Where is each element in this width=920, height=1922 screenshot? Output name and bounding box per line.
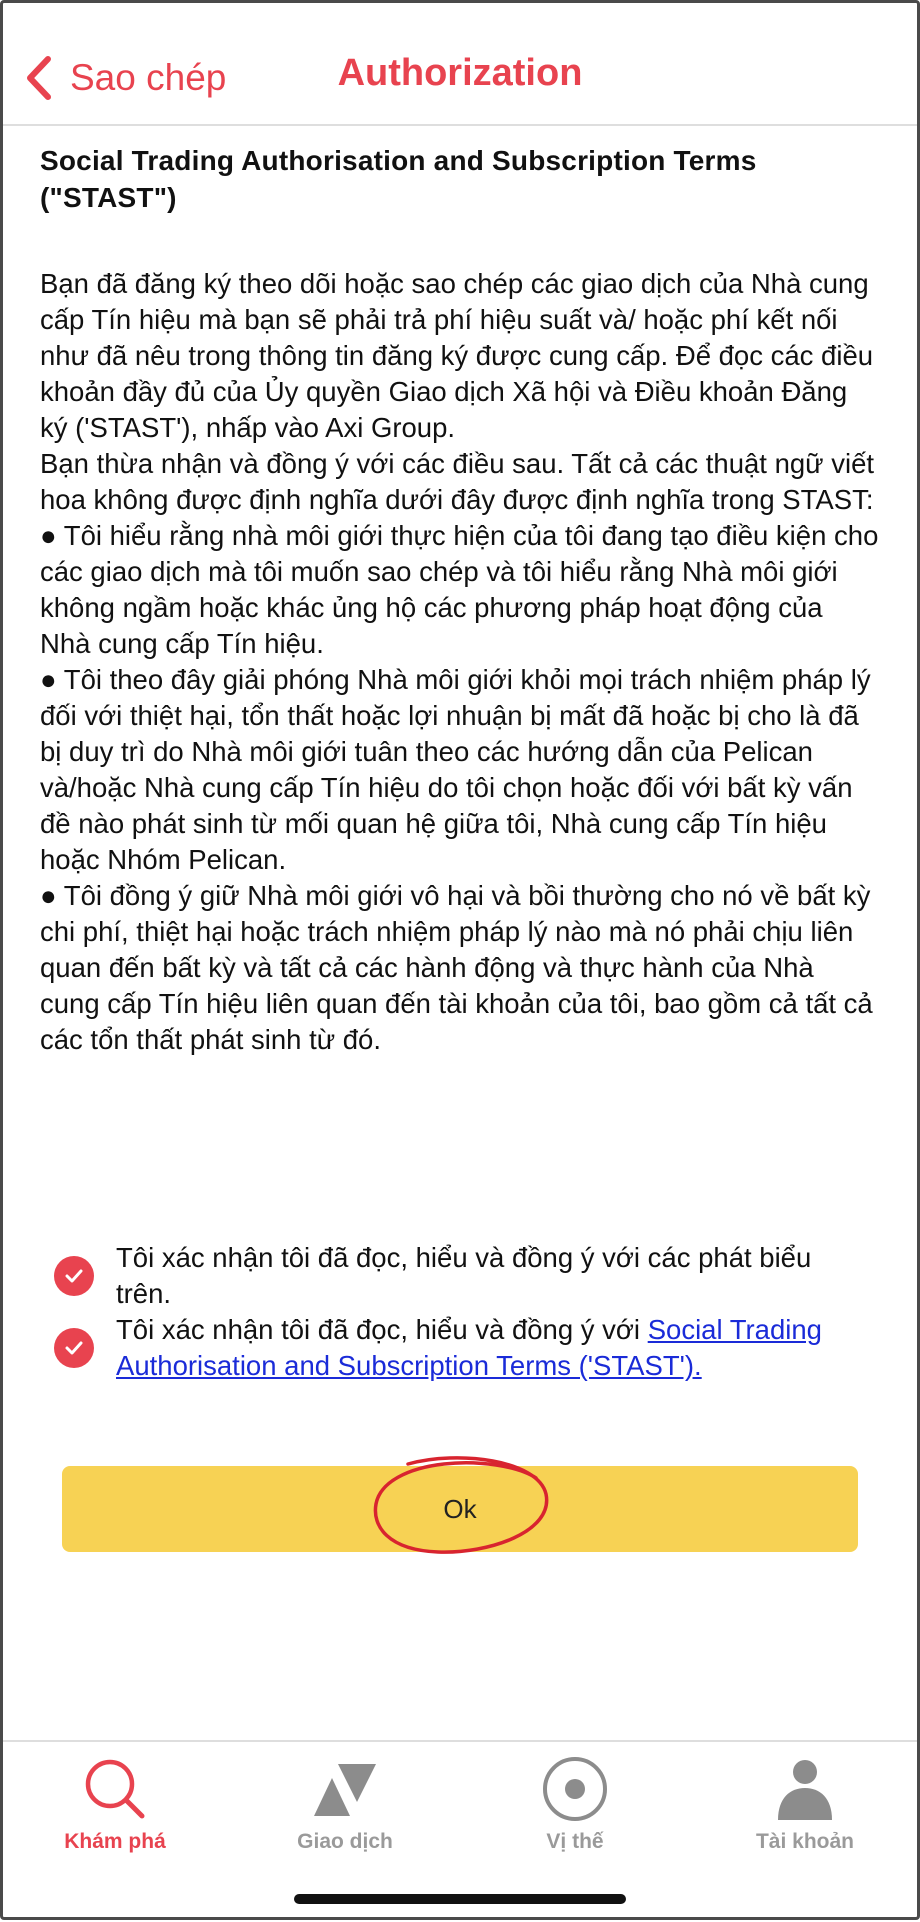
ok-button-label: Ok: [443, 1493, 477, 1524]
check-label-prefix: Tôi xác nhận tôi đã đọc, hiểu và đồng ý với: [116, 1314, 648, 1345]
checkmark-circle-icon[interactable]: [54, 1328, 94, 1368]
search-icon: [80, 1754, 150, 1824]
target-icon: [540, 1754, 610, 1824]
terms-bullet: ● Tôi hiểu rằng nhà môi giới thực hiện của tôi đang tạo điều kiện cho các giao dịch mà tôi muốn sao chép và tôi hiểu rằng Nhà môi giới không ngầm hoặc khác ủng hộ các phương pháp hoạt động của Nhà cung cấp Tín hiệu.: [40, 518, 880, 662]
tab-label: Giao dịch: [297, 1830, 393, 1853]
ok-button[interactable]: [62, 1466, 858, 1552]
home-indicator: [294, 1894, 626, 1904]
tab-positions[interactable]: [460, 1754, 690, 1854]
checkmark-circle-icon[interactable]: [54, 1256, 94, 1296]
terms-bullet: ● Tôi đồng ý giữ Nhà môi giới vô hại và bồi thường cho nó về bất kỳ chi phí, thiệt hại hoặc trách nhiệm pháp lý nào mà nó phải chịu liên quan đến bất kỳ và tất cả các hành động và thực hành của Nhà cung cấp Tín hiệu liên quan đến tài khoản của tôi, bao gồm cả tất cả các tổn thất phát sinh từ đó.: [40, 878, 880, 1058]
triangles-icon: [310, 1754, 380, 1824]
tab-account[interactable]: [690, 1754, 920, 1854]
check-label-statements: Tôi xác nhận tôi đã đọc, hiểu và đồng ý với các phát biểu trên.: [116, 1242, 812, 1309]
terms-body: [40, 266, 880, 1058]
terms-paragraph: Bạn đã đăng ký theo dõi hoặc sao chép các giao dịch của Nhà cung cấp Tín hiệu mà bạn sẽ phải trả phí hiệu suất và/ hoặc phí kết nối như đã nêu trong thông tin đăng ký được cung cấp. Để đọc các điều khoản đầy đủ của Ủy quyền Giao dịch Xã hội và Điều khoản Đăng ký ('STAST'), nhấp vào Axi Group.: [40, 268, 874, 443]
check-label-stast: [116, 1312, 856, 1384]
nav-header: [0, 0, 920, 126]
confirmation-checks: [0, 1240, 920, 1384]
terms-bullet: ● Tôi theo đây giải phóng Nhà môi giới khỏi mọi trách nhiệm pháp lý đối với thiệt hại, tổn thất hoặc lợi nhuận bị mất đã hoặc bị cho là đã bị duy trì do Nhà môi giới tuân theo các hướng dẫn của Pelican và/hoặc Nhà cung cấp Tín hiệu do tôi chọn hoặc đối với bất kỳ vấn đề nào phát sinh từ mối quan hệ giữa tôi, Nhà cung cấp Tín hiệu hoặc Nhóm Pelican.: [40, 662, 880, 878]
back-label: Sao chép: [70, 57, 227, 98]
check-row-statements[interactable]: [0, 1240, 920, 1312]
page-title: Authorization: [337, 52, 583, 94]
stast-terms-link[interactable]: Social Trading Authorisation and Subscription Terms ('STAST').: [116, 1314, 822, 1381]
terms-content: [40, 142, 880, 1058]
tab-label: Tài khoản: [755, 1830, 855, 1853]
tab-label: Vị thế: [546, 1830, 604, 1853]
tab-label: Khám phá: [64, 1830, 166, 1853]
tab-explore[interactable]: [0, 1754, 230, 1854]
terms-paragraph: Bạn thừa nhận và đồng ý với các điều sau. Tất cả các thuật ngữ viết hoa không được định nghĩa dưới đây được định nghĩa trong STAST:: [40, 448, 875, 515]
check-row-stast[interactable]: [0, 1312, 920, 1384]
tab-trading[interactable]: [230, 1754, 460, 1854]
terms-heading: Social Trading Authorisation and Subscription Terms ("STAST"): [40, 145, 757, 213]
user-icon: [770, 1754, 840, 1824]
